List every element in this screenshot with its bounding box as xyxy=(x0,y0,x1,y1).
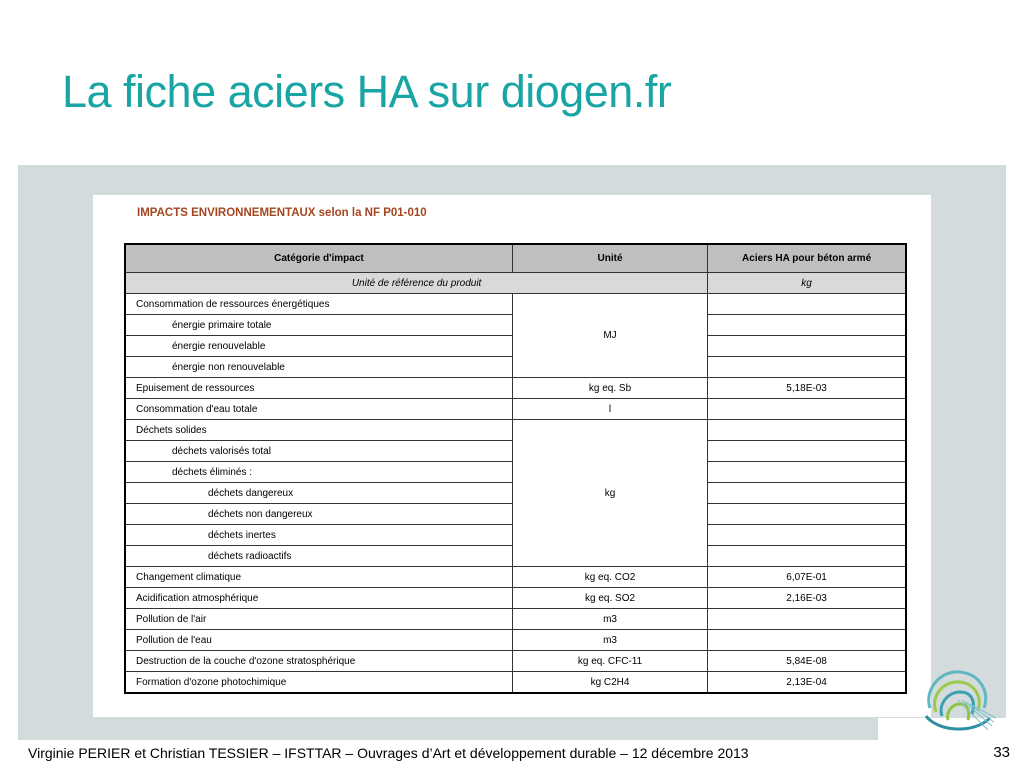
category-cell: déchets inertes xyxy=(125,525,512,546)
unit-cell: MJ xyxy=(512,294,707,378)
value-cell xyxy=(708,294,906,315)
value-cell xyxy=(708,462,906,483)
slide-title: La fiche aciers HA sur diogen.fr xyxy=(62,66,672,117)
value-cell xyxy=(708,546,906,567)
table-row xyxy=(125,672,906,694)
category-cell: Epuisement de ressources xyxy=(125,378,512,399)
unit-cell: kg eq. SO2 xyxy=(512,588,707,609)
unit-cell: kg eq. CFC-11 xyxy=(512,651,707,672)
ifsttar-logo-icon xyxy=(918,660,998,736)
category-cell: Formation d'ozone photochimique xyxy=(125,672,512,694)
column-header: Catégorie d'impact xyxy=(125,244,512,273)
document-heading: IMPACTS ENVIRONNEMENTAUX selon la NF P01-010 xyxy=(137,207,427,219)
table-row xyxy=(125,378,906,399)
category-cell: déchets non dangereux xyxy=(125,504,512,525)
category-cell: déchets éliminés : xyxy=(125,462,512,483)
value-cell: 5,84E-08 xyxy=(708,651,906,672)
reference-value: kg xyxy=(708,273,906,294)
table-header-row xyxy=(125,244,906,273)
reference-row xyxy=(125,273,906,294)
unit-cell: kg C2H4 xyxy=(512,672,707,694)
value-cell xyxy=(708,357,906,378)
impacts-table xyxy=(124,243,907,694)
unit-cell: kg xyxy=(512,420,707,567)
value-cell xyxy=(708,483,906,504)
category-cell: Acidification atmosphérique xyxy=(125,588,512,609)
category-cell: Changement climatique xyxy=(125,567,512,588)
table-row xyxy=(125,399,906,420)
table-row xyxy=(125,567,906,588)
value-cell: 6,07E-01 xyxy=(708,567,906,588)
unit-cell: l xyxy=(512,399,707,420)
reference-label: Unité de référence du produit xyxy=(125,273,708,294)
value-cell xyxy=(708,525,906,546)
category-cell: Destruction de la couche d'ozone stratosphérique xyxy=(125,651,512,672)
unit-cell: m3 xyxy=(512,630,707,651)
table-row xyxy=(125,609,906,630)
category-cell: déchets valorisés total xyxy=(125,441,512,462)
document-excerpt xyxy=(93,195,931,717)
value-cell xyxy=(708,504,906,525)
category-cell: Pollution de l'eau xyxy=(125,630,512,651)
category-cell: énergie non renouvelable xyxy=(125,357,512,378)
value-cell xyxy=(708,315,906,336)
category-cell: Consommation de ressources énergétiques xyxy=(125,294,512,315)
category-cell: Pollution de l'air xyxy=(125,609,512,630)
table-row xyxy=(125,588,906,609)
value-cell xyxy=(708,441,906,462)
value-cell xyxy=(708,336,906,357)
category-cell: déchets dangereux xyxy=(125,483,512,504)
background-strip xyxy=(18,718,878,740)
table-row xyxy=(125,651,906,672)
table-row xyxy=(125,294,906,315)
category-cell: énergie renouvelable xyxy=(125,336,512,357)
table-row xyxy=(125,630,906,651)
unit-cell: m3 xyxy=(512,609,707,630)
value-cell xyxy=(708,609,906,630)
value-cell: 2,16E-03 xyxy=(708,588,906,609)
value-cell xyxy=(708,399,906,420)
category-cell: déchets radioactifs xyxy=(125,546,512,567)
unit-cell: kg eq. CO2 xyxy=(512,567,707,588)
category-cell: Consommation d'eau totale xyxy=(125,399,512,420)
column-header: Unité xyxy=(512,244,707,273)
category-cell: Déchets solides xyxy=(125,420,512,441)
column-header: Aciers HA pour béton armé xyxy=(708,244,906,273)
value-cell: 5,18E-03 xyxy=(708,378,906,399)
category-cell: énergie primaire totale xyxy=(125,315,512,336)
value-cell xyxy=(708,630,906,651)
page-number: 33 xyxy=(993,744,1010,761)
value-cell: 2,13E-04 xyxy=(708,672,906,694)
table-row xyxy=(125,420,906,441)
slide-footer: Virginie PERIER et Christian TESSIER – IFSTTAR – Ouvrages d’Art et développement durable – 12 décembre 2013 xyxy=(28,745,749,761)
unit-cell: kg eq. Sb xyxy=(512,378,707,399)
value-cell xyxy=(708,420,906,441)
